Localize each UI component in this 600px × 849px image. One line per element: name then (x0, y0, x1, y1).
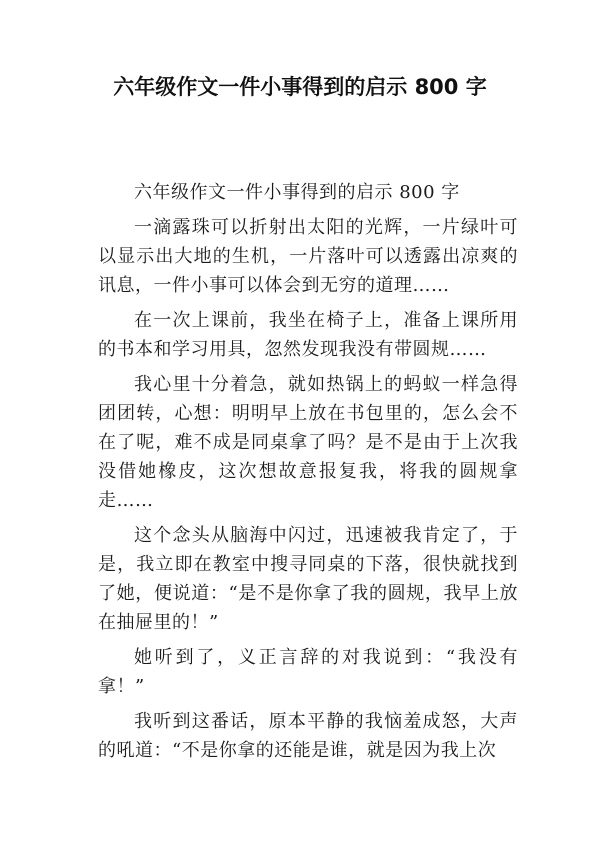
paragraph: 我心里十分着急，就如热锅上的蚂蚁一样急得团团转，心想：明明早上放在书包里的，怎么会不在了呢，难不成是同桌拿了吗？是不是由于上次我没借她橡皮，这次想故意报复我，将我的圆规拿走…… (98, 374, 518, 511)
paragraph: 我听到这番话，原本平静的我恼羞成怒，大声的吼道：“不是你拿的还能是谁，就是因为我上次 (98, 711, 518, 761)
paragraph: 一滴露珠可以折射出太阳的光辉，一片绿叶可以显示出大地的生机，一片落叶可以透露出凉爽的讯息，一件小事可以体会到无穷的道理…… (98, 217, 518, 296)
paragraph: 在一次上课前，我坐在椅子上，准备上课所用的书本和学习用具，忽然发现我没有带圆规…… (98, 310, 518, 360)
document-title: 六年级作文一件小事得到的启示 800 字 (113, 75, 487, 99)
document-body (98, 178, 518, 771)
paragraph: 这个念头从脑海中闪过，迅速被我肯定了，于是，我立即在教室中搜寻同桌的下落，很快就找到了她，便说道：“是不是你拿了我的圆规，我早上放在抽屉里的！” (98, 525, 518, 633)
paragraph: 六年级作文一件小事得到的启示 800 字 (134, 182, 460, 203)
paragraph: 她听到了，义正言辞的对我说到：“我没有拿！” (98, 647, 518, 697)
